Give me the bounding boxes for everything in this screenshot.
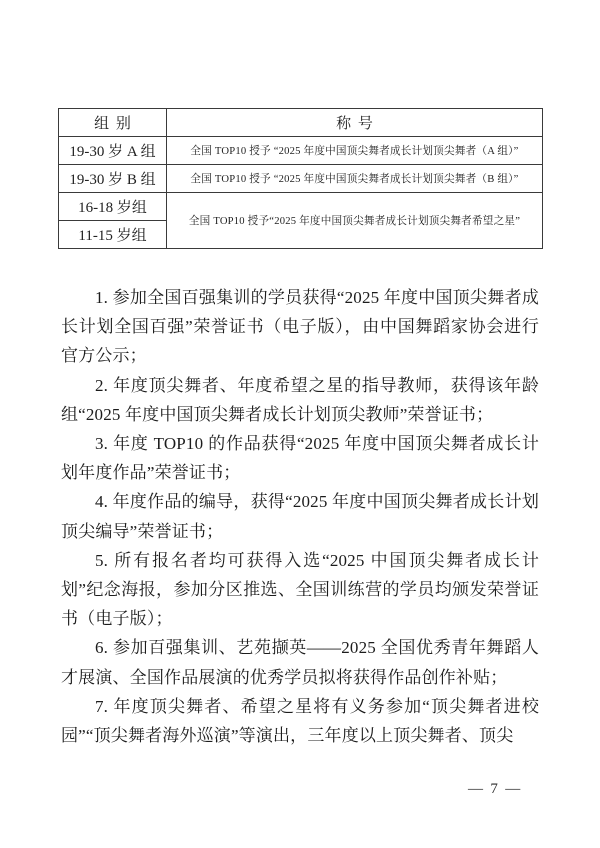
table-header-row: [59, 109, 543, 137]
table-row: [59, 193, 543, 221]
group-cell-16-18: 16-18 岁组: [59, 193, 167, 221]
paragraph-item-5: 5. 所有报名者均可获得入选“2025 中国顶尖舞者成长计划”纪念海报，参加分区推选、全国训练营的学员均颁发荣誉证书（电子版）；: [61, 550, 539, 629]
title-cell-19-30-b: 全国 TOP10 授予 “2025 年度中国顶尖舞者成长计划顶尖舞者（B 组）”: [167, 165, 543, 193]
paragraph-item-6: 6. 参加百强集训、艺苑撷英——2025 全国优秀青年舞蹈人才展演、全国作品展演的优秀学员拟将获得作品创作补贴；: [61, 638, 539, 687]
paragraph-item-2: 2. 年度顶尖舞者、年度希望之星的指导教师，获得该年龄组“2025 年度中国顶尖舞者成长计划顶尖教师”荣誉证书；: [61, 375, 539, 424]
table-header-group: 组别: [59, 109, 167, 137]
table-header-title: 称号: [167, 109, 543, 137]
title-cell-hope-star: 全国 TOP10 授予“2025 年度中国顶尖舞者成长计划顶尖舞者希望之星”: [167, 193, 543, 249]
group-cell-19-30-a: 19-30 岁 A 组: [59, 137, 167, 165]
group-cell-19-30-b: 19-30 岁 B 组: [59, 165, 167, 193]
paragraph-item-7: 7. 年度顶尖舞者、希望之星将有义务参加“顶尖舞者进校园”“顶尖舞者海外巡演”等演出，三年度以上顶尖舞者、顶尖: [61, 696, 539, 746]
table-row: [59, 165, 543, 193]
table-row: [59, 137, 543, 165]
paragraph-item-4: 4. 年度作品的编导，获得“2025 年度中国顶尖舞者成长计划顶尖编导”荣誉证书；: [61, 492, 539, 541]
group-cell-11-15: 11-15 岁组: [59, 221, 167, 249]
paragraph-item-1: 1. 参加全国百强集训的学员获得“2025 年度中国顶尖舞者成长计划全国百强”荣誉证书（电子版），由中国舞蹈家协会进行官方公示；: [61, 288, 539, 366]
page-number: — 7 —: [468, 781, 522, 797]
document-body: [61, 283, 539, 750]
award-title-table: [58, 108, 543, 249]
paragraph-item-3: 3. 年度 TOP10 的作品获得“2025 年度中国顶尖舞者成长计划年度作品”荣誉证书；: [61, 434, 539, 483]
title-cell-19-30-a: 全国 TOP10 授予 “2025 年度中国顶尖舞者成长计划顶尖舞者（A 组）”: [167, 137, 543, 165]
